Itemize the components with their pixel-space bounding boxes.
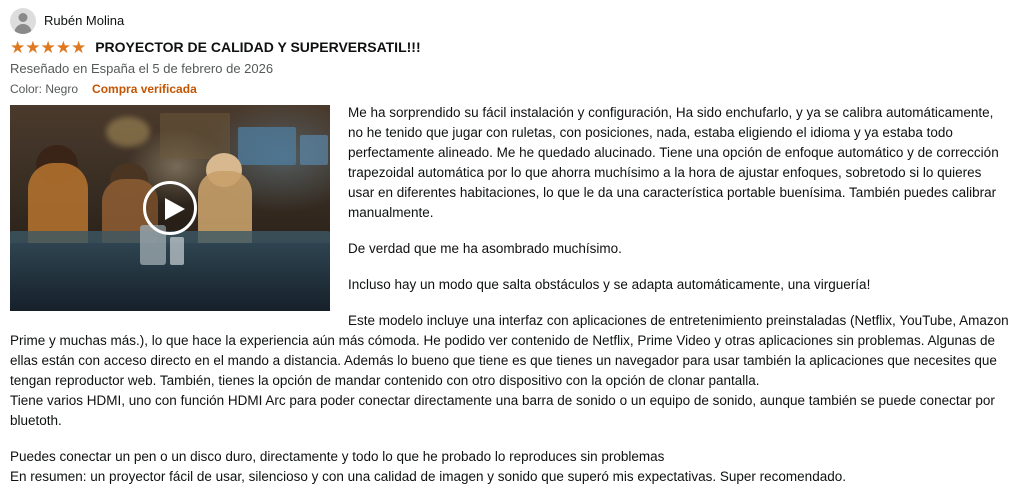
review-meta-row xyxy=(0,77,1024,97)
review-paragraph: Tiene varios HDMI, uno con función HDMI Arc para poder conectar directamente una barra de sonido o un equipo de sonido, aunque también se puede conectar por bluetoth. xyxy=(10,393,995,428)
scene-monitor-right xyxy=(300,135,328,165)
review-title[interactable]: PROYECTOR DE CALIDAD Y SUPERVERSATIL!!! xyxy=(95,39,421,55)
verified-purchase-badge: Compra verificada xyxy=(92,82,197,96)
star-rating-icon[interactable]: ★★★★★ xyxy=(10,38,87,57)
product-variant-color[interactable]: Color: Negro xyxy=(10,82,79,96)
review-paragraph: De verdad que me ha asombrado muchísimo. xyxy=(348,241,622,256)
scene-lamp-glow xyxy=(106,117,150,147)
review-body xyxy=(0,97,1024,487)
review-paragraph: Incluso hay un modo que salta obstáculos y se adapta automáticamente, una virguería! xyxy=(348,277,871,292)
scene-shelf xyxy=(160,113,230,159)
play-icon[interactable] xyxy=(143,181,197,235)
review-title-row xyxy=(0,34,1024,56)
review-paragraph: Puedes conectar un pen o un disco duro, directamente y todo lo que he probado lo reproduces sin problemas xyxy=(10,449,665,464)
scene-object-two xyxy=(170,237,184,265)
reviewer-name[interactable]: Rubén Molina xyxy=(44,13,125,28)
reviewer-row xyxy=(0,0,1024,34)
review-paragraph: Este modelo incluye una interfaz con aplicaciones de entretenimiento preinstaladas (Netflix, YouTube, Amazon Prime y muchas más.), lo que hace la experiencia aún más cómoda. He podido ver contenido de Netflix, Prime Video y otras aplicaciones sin problemas. Algunas de ellas están con acceso directo en el mando a distancia. Además lo bueno que tiene es que tienes un navegador para usar también la aplicaciones que necesites que tengan reproductor web. También, tienes la opción de mandar contenido con otro dispositivo con la opción de clonar pantalla. xyxy=(10,313,1009,388)
review-video-thumbnail[interactable] xyxy=(10,105,330,311)
review-date: Reseñado en España el 5 de febrero de 2026 xyxy=(10,61,274,76)
avatar xyxy=(10,8,36,34)
paragraph-spacer xyxy=(10,431,1010,447)
review-paragraph: En resumen: un proyector fácil de usar, silencioso y con una calidad de imagen y sonido que superó mis expectativas. Super recomendado. xyxy=(10,469,846,484)
scene-monitor-left xyxy=(238,127,296,165)
review-paragraph: Me ha sorprendido su fácil instalación y configuración, Ha sido enchufarlo, y ya se calibra automáticamente, no he tenido que jugar con ruletas, con posiciones, nada, estaba eligiendo el idioma y ya estaba todo perfectamente alineado. Me he quedado alucinado. Tiene una opción de enfoque automático y de corrección trapezoidal automática por lo que ahorra muchísimo a la hora de ajustar enfoques, sobretodo si lo quieres usar en diferentes habitaciones, lo que le da una característica portable buenísima. También puedes calibrar manualmente. xyxy=(348,105,999,220)
